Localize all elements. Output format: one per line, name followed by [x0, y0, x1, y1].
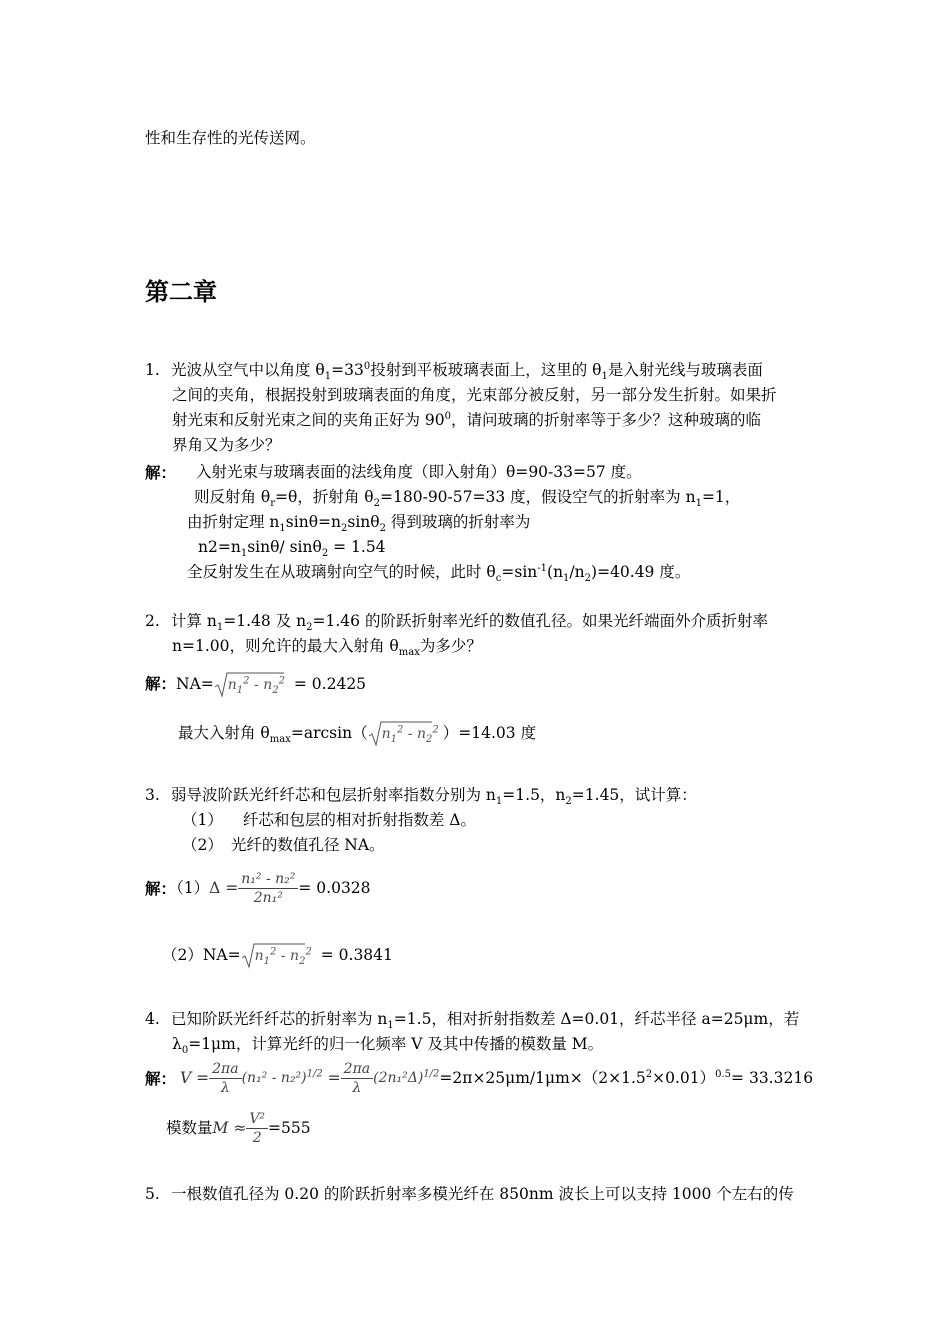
- chapter-title: 第二章: [145, 278, 217, 306]
- intro-tail-text: 性和生存性的光传送网。: [145, 129, 316, 147]
- delta-fraction: $\frac{\text{n₁² - n₂²}}{\text{2n₁²}}$: [238, 870, 298, 907]
- sqrt-symbol: $n_1^2 - n_2^2$: [214, 672, 289, 698]
- question-number: 5.: [145, 1185, 160, 1203]
- na-formula: 解：NA= $n_1^2 - n_2^2 = 0.2425$: [145, 671, 366, 698]
- delta-formula: 解：（1）Δ = $\frac{\text{n₁² - n₂²}}{\text{2n₁²}}$ = 0.0328: [145, 871, 371, 906]
- solution-label: 解：: [145, 463, 177, 482]
- na-result-formula: （2）NA= $n_1^2 - n_2^2 = 0.3841$: [162, 943, 393, 969]
- question-number: 3.: [145, 786, 160, 804]
- sqrt-symbol: $n_1^2 - n_2^2$: [241, 943, 316, 969]
- question-number: 2.: [145, 612, 160, 630]
- mode-count-formula: 模数量M ≈ $\frac{\text{V²}}{2}$ =555: [166, 1111, 311, 1146]
- max-angle-formula: 最大入射角 $\theta_{max}=\arcsin$（ $n_1^2 - n_2^2$ ）=14.03 度: [178, 721, 536, 747]
- v-formula: 解： V = $\frac{2\pi a}{\lambda}$ (n₁² - n₂²)$^{1/2}$ = $\frac{2\pi a}{\lambda}$ $(2n_1^2\Delta)^{1/2}=2\pi\times 25\mu m/1\mu m\times(2\times 1.5^2\times 0.01)^{0.5}= 33.3216$: [145, 1061, 814, 1096]
- question-number: 4.: [145, 1010, 160, 1028]
- sqrt-symbol: $n_1^2 - n_2^2$: [368, 721, 443, 747]
- question-number: 1.: [145, 361, 160, 379]
